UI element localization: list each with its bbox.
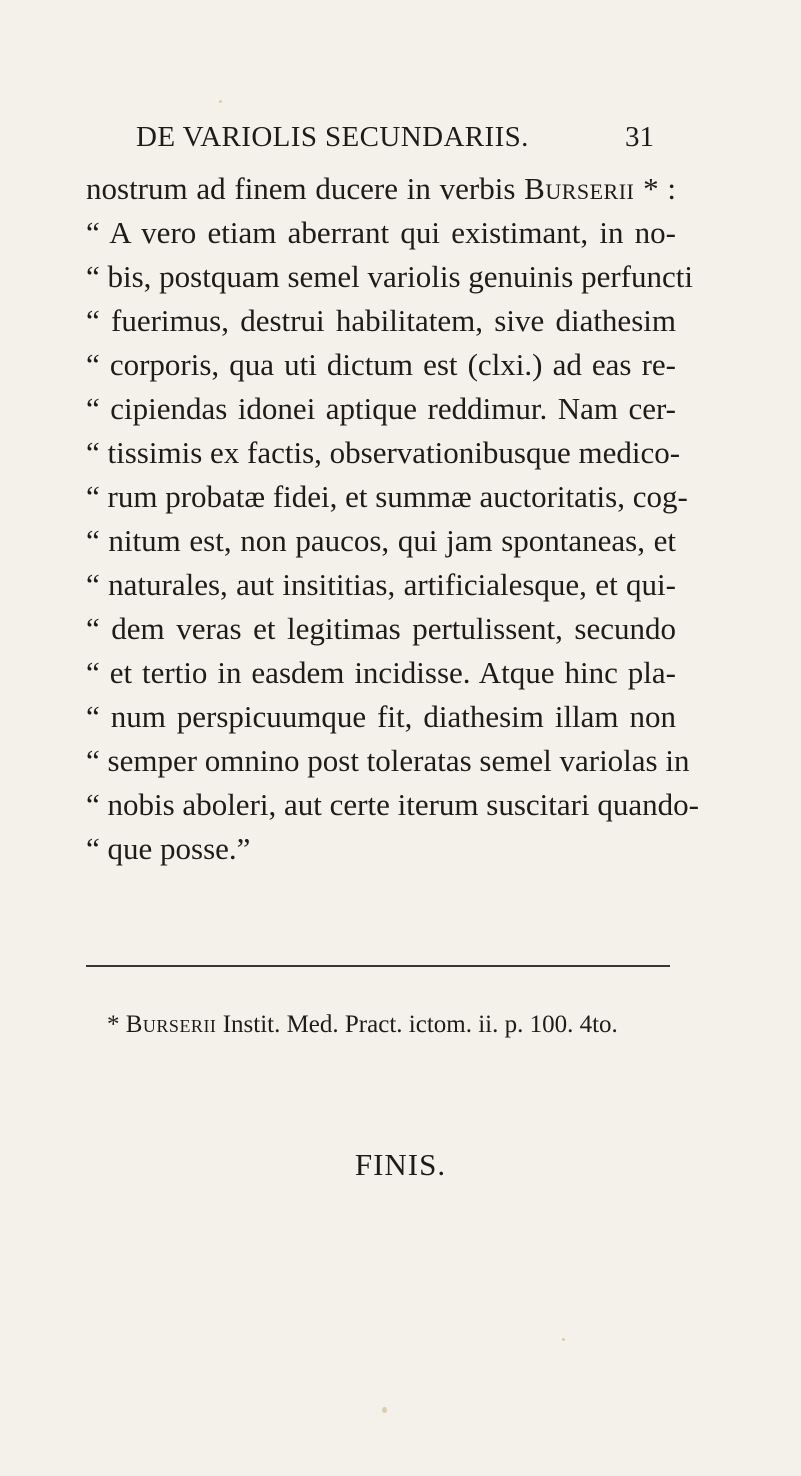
running-title: DE VARIOLIS SECUNDARIIS. bbox=[136, 121, 529, 153]
quoted-line: “ bis, postquam semel variolis genuinis perfuncti bbox=[86, 259, 693, 294]
quoted-line: “ dem veras et legitimas pertulissent, secundo bbox=[86, 611, 676, 646]
page-number: 31 bbox=[625, 121, 654, 153]
quoted-line: “ corporis, qua uti dictum est (clxi.) ad eas re- bbox=[86, 347, 676, 382]
paper-speck bbox=[562, 1338, 565, 1341]
main-text-block bbox=[86, 167, 699, 871]
paper-speck bbox=[219, 100, 222, 103]
page-header bbox=[136, 121, 656, 165]
text-line-1 bbox=[86, 167, 676, 211]
quoted-line: “ A vero etiam aberrant qui existimant, in no- bbox=[86, 215, 676, 250]
quoted-line: “ nitum est, non paucos, qui jam spontaneas, et bbox=[86, 523, 676, 558]
quoted-line: “ num perspicuumque fit, diathesim illam non bbox=[86, 699, 676, 734]
footnote-marker: * bbox=[107, 1011, 126, 1038]
finis-label: FINIS. bbox=[354, 1147, 447, 1182]
text-line-1-prefix: nostrum ad finem ducere in verbis bbox=[86, 171, 525, 206]
footnote-citation: Instit. Med. Pract. ictom. ii. p. 100. 4to. bbox=[216, 1011, 618, 1038]
footnote bbox=[107, 1011, 687, 1045]
quoted-line: “ et tertio in easdem incidisse. Atque hinc pla- bbox=[86, 655, 676, 690]
quoted-line: “ rum probatæ fidei, et summæ auctoritatis, cog- bbox=[86, 479, 688, 514]
paper-speck bbox=[382, 1407, 387, 1413]
quoted-line: “ naturales, aut insititias, artificialesque, et qui- bbox=[86, 567, 676, 602]
author-name-burserii: Burserii bbox=[524, 171, 635, 206]
quoted-line: “ fuerimus, destrui habilitatem, sive diathesim bbox=[86, 303, 676, 338]
footnote-divider bbox=[86, 965, 670, 967]
quoted-line: “ semper omnino post toleratas semel variolas in bbox=[86, 743, 690, 778]
quoted-line-final: “ que posse.” bbox=[86, 831, 251, 866]
footnote-author: Burserii bbox=[125, 1011, 217, 1038]
quoted-line: “ cipiendas idonei aptique reddimur. Nam cer- bbox=[86, 391, 676, 426]
footnote-reference: * : bbox=[634, 171, 676, 206]
quoted-line: “ tissimis ex factis, observationibusque medico- bbox=[86, 435, 681, 470]
quoted-line: “ nobis aboleri, aut certe iterum suscitari quando- bbox=[86, 787, 699, 822]
